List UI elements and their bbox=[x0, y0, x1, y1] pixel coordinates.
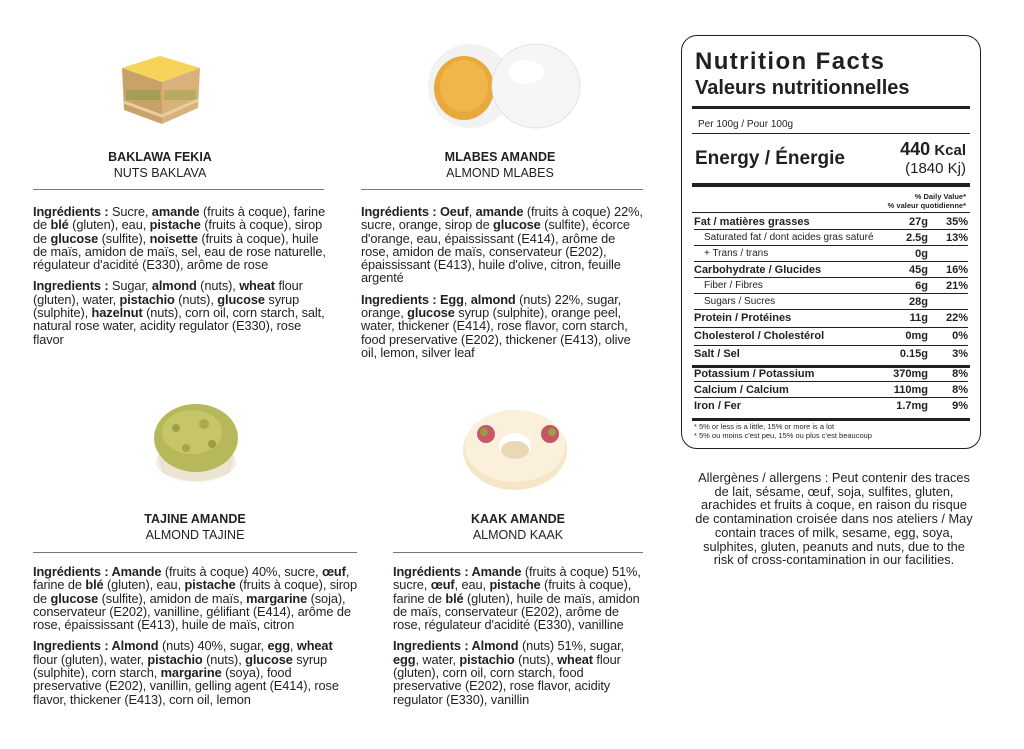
ingredients-block bbox=[33, 205, 326, 354]
energy-label: Energy / Énergie bbox=[695, 148, 845, 169]
ingredient-text: (sulfite), écorce d'orange, eau, épaississant (E414), arôme de rose, amidon de maïs, conservateur (E202), épaississant (E413), huile d'olive, citron, feuille argenté bbox=[361, 217, 630, 286]
product-name-fr: KAAK AMANDE bbox=[471, 512, 565, 526]
nutrient-amount: 370mg bbox=[893, 368, 928, 380]
allergens-note bbox=[694, 471, 974, 567]
nutrient-amount: 28g bbox=[909, 296, 928, 308]
nutrient-name: Saturated fat / dont acides gras saturé bbox=[704, 232, 874, 243]
product-name bbox=[418, 512, 618, 543]
ingredient-text: Sugar, bbox=[111, 278, 152, 294]
divider bbox=[33, 189, 324, 190]
ingredient-text: (nuts), bbox=[514, 651, 558, 667]
ingredients-en bbox=[33, 639, 358, 705]
energy-kcal: 440 bbox=[900, 139, 931, 159]
energy-value bbox=[900, 140, 966, 178]
ingredients-block bbox=[361, 205, 646, 367]
nutrient-amount: 27g bbox=[909, 216, 928, 228]
ingredient-bold-text: Almond bbox=[471, 638, 519, 654]
product-name bbox=[60, 150, 260, 181]
ingredient-bold-text: almond bbox=[151, 278, 197, 294]
nutrient-name: Fat / matières grasses bbox=[694, 216, 810, 228]
footnote-fr: * 5% ou moins c'est peu, 15% ou plus c'est beaucoup bbox=[694, 431, 872, 440]
thick-divider bbox=[692, 106, 970, 109]
nutrient-amount: 2.5g bbox=[905, 232, 928, 244]
nutrient-daily-value: 8% bbox=[952, 368, 968, 380]
ingredient-bold-text: pistachio bbox=[147, 651, 203, 667]
ingredient-text: (gluten), eau, bbox=[103, 577, 185, 593]
nutrient-daily-value: 3% bbox=[952, 348, 968, 360]
ingredient-bold-text: blé bbox=[445, 590, 464, 606]
footnote-en: * 5% or less is a little, 15% or more is a lot bbox=[694, 422, 835, 431]
nutrient-daily-value: 8% bbox=[952, 384, 968, 396]
ingredient-text: flour (gluten), corn oil, corn starch, food preservative (E202), rose flavor, acidity regulator (E330), vanillin bbox=[393, 651, 621, 707]
ingredient-bold-text: egg bbox=[393, 651, 416, 667]
ingredient-bold-text: glucose bbox=[493, 217, 541, 233]
nutrition-title-fr: Valeurs nutritionnelles bbox=[695, 77, 910, 99]
ingredient-bold-text: Ingrédients : bbox=[393, 564, 472, 579]
nutrient-name: Carbohydrate / Glucides bbox=[694, 264, 822, 276]
ingredient-bold-text: almond bbox=[470, 291, 516, 307]
nutrient-row bbox=[694, 262, 968, 278]
nutrition-title-en: Nutrition Facts bbox=[695, 48, 886, 75]
product-name-fr: TAJINE AMANDE bbox=[144, 512, 246, 526]
ingredient-text: (sulfite), bbox=[98, 230, 150, 246]
product-name-en: ALMOND KAAK bbox=[472, 527, 564, 542]
ingredient-text: (fruits à coque), sirop de bbox=[33, 577, 357, 606]
mlabes-image bbox=[418, 38, 583, 133]
divider bbox=[393, 552, 643, 553]
ingredient-text: (fruits à coque) 40%, sucre, bbox=[161, 564, 322, 579]
nutrient-daily-value: 16% bbox=[945, 264, 968, 276]
ingredient-bold-text: Ingredients : bbox=[33, 638, 112, 654]
ingredient-text: (nuts) 51%, sugar, bbox=[518, 638, 625, 654]
ingredients-block bbox=[393, 565, 649, 714]
ingredient-text: (sulfite), amidon de maïs, bbox=[98, 590, 247, 606]
nutrient-row bbox=[694, 214, 968, 230]
ingredients-en bbox=[33, 279, 326, 345]
ingredient-text: (nuts), bbox=[174, 291, 218, 307]
tajine-image bbox=[146, 398, 246, 488]
ingredient-text: (gluten), huile de maïs, amidon de maïs, conservateur (E202), arôme de rose, régulateur d'acidité (E330), vanilline bbox=[393, 590, 640, 633]
ingredient-bold-text: Ingrédients : bbox=[33, 564, 112, 579]
nutrient-amount: 0g bbox=[915, 248, 928, 260]
divider bbox=[33, 552, 357, 553]
ingredients-en bbox=[393, 639, 649, 705]
nutrition-facts-panel bbox=[681, 35, 981, 449]
ingredient-bold-text: Ingrédients : bbox=[361, 204, 440, 219]
ingredient-bold-text: blé bbox=[85, 577, 104, 593]
ingredient-text: (fruits à coque), farine de bbox=[393, 577, 632, 606]
ingredient-bold-text: hazelnut bbox=[91, 305, 143, 321]
ingredient-text: (fruits à coque), sirop de bbox=[33, 217, 323, 246]
nutrient-row bbox=[694, 382, 968, 398]
ingredient-bold-text: wheat bbox=[239, 278, 275, 294]
nutrient-row bbox=[694, 278, 968, 294]
ingredient-text: (nuts), bbox=[202, 651, 246, 667]
ingredient-bold-text: Ingredients : bbox=[393, 638, 472, 654]
ingredient-bold-text: margarine bbox=[246, 590, 308, 606]
ingredient-bold-text: amande bbox=[475, 204, 524, 219]
product-name-en: NUTS BAKLAVA bbox=[113, 165, 207, 180]
energy-kcal-unit: Kcal bbox=[934, 142, 966, 159]
ingredient-bold-text: pistache bbox=[184, 577, 236, 593]
allergens-label: Allergènes / allergens bbox=[698, 470, 822, 485]
ingredients-fr bbox=[33, 205, 326, 271]
nutrient-name: Sugars / Sucres bbox=[704, 296, 776, 307]
nutrient-name: Protein / Protéines bbox=[694, 312, 792, 324]
divider bbox=[692, 133, 970, 134]
allergens-text: : Peut contenir des traces de lait, sésame, œuf, soja, sulfites, gluten, arachides et fruits à coque, en raison du risque de contamination croisée dans nos ateliers / May contain traces of milk, sesame, egg, soya, sulphites, gluten, peanuts and nuts, due to the risk of cross-contamination in our facilities. bbox=[695, 470, 973, 568]
ingredient-text: (fruits à coque) 51%, sucre, bbox=[393, 564, 641, 593]
ingredient-bold-text: Egg bbox=[439, 291, 464, 307]
ingredient-bold-text: noisette bbox=[149, 230, 198, 246]
daily-value-header bbox=[888, 192, 966, 210]
daily-value-fr: % valeur quotidienne* bbox=[887, 201, 966, 210]
ingredient-bold-text: pistachio bbox=[459, 651, 515, 667]
ingredient-text: flour (gluten), water, bbox=[33, 278, 303, 307]
energy-kj: (1840 Kj) bbox=[905, 160, 966, 177]
ingredient-text: (fruits à coque), huile de maïs, amidon de maïs, sel, eau de rose naturelle, régulateur d'acidité (E330), arôme de rose bbox=[33, 230, 326, 273]
ingredient-text: , bbox=[289, 638, 297, 654]
nutrient-name: Fiber / Fibres bbox=[704, 280, 763, 291]
ingredient-bold-text: amande bbox=[151, 204, 200, 219]
ingredient-text: (fruits à coque) 22%, sucre, orange, sirop de bbox=[361, 204, 643, 233]
ingredient-bold-text: Almond bbox=[111, 638, 159, 654]
ingredient-text: (nuts), corn oil, corn starch, salt, natural rose water, acidity regulator (E330), rose flavor bbox=[33, 305, 325, 347]
product-name-en: ALMOND MLABES bbox=[446, 165, 554, 180]
nutrient-name: + Trans / trans bbox=[704, 248, 769, 259]
nutrient-row bbox=[694, 310, 968, 326]
nutrient-name: Potassium / Potassium bbox=[694, 368, 815, 380]
ingredient-text: , eau, bbox=[454, 577, 490, 593]
ingredient-bold-text: œuf bbox=[321, 564, 346, 579]
ingredient-bold-text: wheat bbox=[557, 651, 593, 667]
ingredient-text: , farine de bbox=[33, 564, 350, 593]
product-name-fr: BAKLAWA FEKIA bbox=[108, 150, 212, 164]
nutrient-amount: 1.7mg bbox=[896, 400, 928, 412]
ingredient-text: , water, bbox=[415, 651, 460, 667]
nutrient-row bbox=[694, 230, 968, 246]
ingredient-bold-text: œuf bbox=[430, 577, 455, 593]
ingredient-bold-text: margarine bbox=[160, 665, 222, 681]
ingredient-bold-text: glucose bbox=[50, 230, 99, 246]
nutrient-row bbox=[694, 294, 968, 310]
ingredient-bold-text: Amande bbox=[111, 564, 162, 579]
nutrient-daily-value: 21% bbox=[945, 280, 968, 292]
nutrient-row bbox=[694, 346, 968, 362]
nutrient-daily-value: 13% bbox=[945, 232, 968, 244]
ingredient-text: Sucre, bbox=[111, 204, 152, 219]
nutrient-name: Cholesterol / Cholestérol bbox=[694, 330, 825, 342]
divider bbox=[692, 212, 970, 213]
product-name-fr: MLABES AMANDE bbox=[444, 150, 556, 164]
ingredients-fr bbox=[393, 565, 649, 631]
ingredient-text: (soja), conservateur (E202), vanilline, gélifiant (E414), arôme de rose, épaississant (E413), huile de maïs, citron bbox=[33, 590, 351, 633]
ingredient-text: syrup (sulphite), orange peel, water, thickener (E414), rose flavor, corn starch, food preservative (E202), thickener (E413), olive oil, lemon, silver leaf bbox=[361, 305, 631, 360]
nutrient-name: Calcium / Calcium bbox=[694, 384, 789, 396]
thick-divider bbox=[692, 418, 970, 421]
daily-value-en: % Daily Value* bbox=[914, 192, 966, 201]
ingredient-text: (soya), food preservative (E202), vanillin, gelling agent (E414), rose flavor, thickener (E413), corn oil, lemon bbox=[33, 665, 339, 707]
nutrient-daily-value: 22% bbox=[945, 312, 968, 324]
ingredient-bold-text: Ingredients : bbox=[33, 278, 112, 294]
kaak-image bbox=[458, 400, 573, 492]
nutrient-name: Salt / Sel bbox=[694, 348, 740, 360]
thick-divider bbox=[692, 183, 970, 187]
ingredient-bold-text: glucose bbox=[407, 305, 455, 321]
ingredient-bold-text: Ingrédients : bbox=[33, 204, 112, 219]
nutrient-name: Iron / Fer bbox=[694, 400, 742, 412]
ingredient-bold-text: Oeuf bbox=[439, 204, 469, 219]
nutrient-daily-value: 35% bbox=[945, 216, 968, 228]
ingredient-text: (nuts) 40%, sugar, bbox=[158, 638, 268, 654]
ingredient-bold-text: pistache bbox=[489, 577, 541, 593]
nutrient-amount: 11g bbox=[909, 312, 928, 324]
divider bbox=[361, 189, 643, 190]
nutrient-row bbox=[694, 246, 968, 262]
ingredient-bold-text: blé bbox=[50, 217, 69, 233]
nutrient-amount: 0.15g bbox=[899, 348, 928, 360]
ingredient-bold-text: Amande bbox=[471, 564, 522, 579]
ingredient-text: , bbox=[468, 204, 476, 219]
nutrient-daily-value: 0% bbox=[952, 330, 968, 342]
ingredient-text: , bbox=[463, 291, 471, 307]
product-name bbox=[95, 512, 295, 543]
baklawa-image bbox=[112, 38, 208, 130]
ingredients-block bbox=[33, 565, 358, 714]
ingredients-fr bbox=[361, 205, 646, 285]
ingredient-bold-text: egg bbox=[267, 638, 290, 654]
nutrient-amount: 0mg bbox=[905, 330, 928, 342]
nutrient-row bbox=[694, 366, 968, 382]
ingredient-bold-text: glucose bbox=[50, 590, 99, 606]
ingredient-bold-text: pistachio bbox=[119, 291, 175, 307]
ingredient-bold-text: glucose bbox=[217, 291, 265, 307]
serving-size: Per 100g / Pour 100g bbox=[698, 119, 794, 130]
ingredients-fr bbox=[33, 565, 358, 631]
ingredient-text: (gluten), eau, bbox=[68, 217, 150, 233]
product-name-en: ALMOND TAJINE bbox=[145, 527, 245, 542]
ingredient-text: syrup (sulphite), bbox=[33, 291, 300, 321]
ingredient-bold-text: wheat bbox=[296, 638, 333, 654]
ingredient-text: (nuts) 22%, sugar, orange, bbox=[361, 291, 622, 321]
ingredient-text: (nuts), bbox=[196, 278, 240, 294]
ingredient-bold-text: glucose bbox=[245, 651, 293, 667]
ingredient-bold-text: pistache bbox=[149, 217, 201, 233]
nutrient-daily-value: 9% bbox=[952, 400, 968, 412]
ingredient-text: syrup (sulphite), corn starch, bbox=[33, 651, 328, 681]
nutrient-amount: 45g bbox=[909, 264, 928, 276]
ingredients-en bbox=[361, 293, 646, 359]
nutrient-row bbox=[694, 398, 968, 414]
ingredient-bold-text: Ingredients : bbox=[361, 291, 440, 307]
ingredient-text: flour (gluten), water, bbox=[33, 651, 148, 667]
nutrient-amount: 6g bbox=[915, 280, 928, 292]
nutrient-amount: 110mg bbox=[893, 384, 928, 396]
product-name bbox=[400, 150, 600, 181]
nutrient-row bbox=[694, 328, 968, 344]
ingredient-text: (fruits à coque), farine de bbox=[33, 204, 326, 233]
